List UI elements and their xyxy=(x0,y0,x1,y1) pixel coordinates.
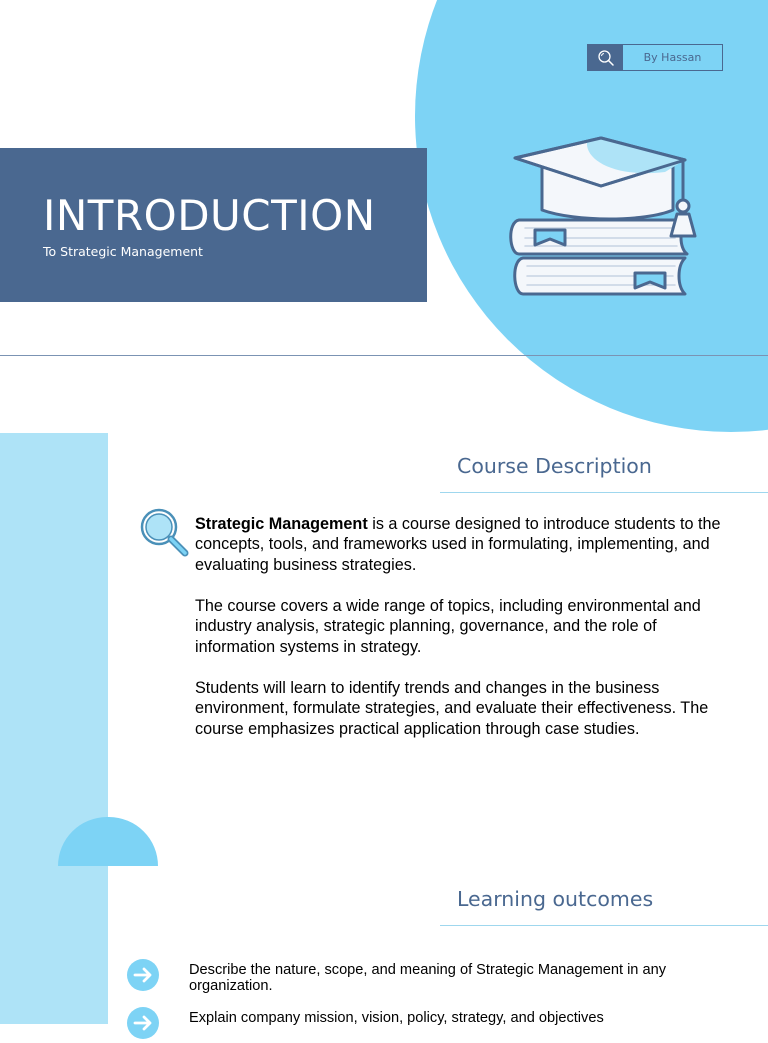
arrow-right-icon xyxy=(127,1007,159,1043)
course-name-bold: Strategic Management xyxy=(195,515,368,533)
author-badge xyxy=(587,44,723,71)
learning-outcomes-heading: Learning outcomes xyxy=(457,887,654,911)
description-paragraph-3: Students will learn to identify trends and changes in the business environment, formulate strategies, and evaluate their effectiveness. The course emphasizes practical application through case studies. xyxy=(195,679,709,738)
magnifier-icon xyxy=(138,507,192,563)
graduation-books-icon xyxy=(505,130,705,304)
search-icon xyxy=(588,45,623,70)
description-paragraph-1 xyxy=(195,514,725,575)
author-name: By Hassan xyxy=(643,51,702,64)
description-paragraph-2: The course covers a wide range of topics, including environmental and industry analysis, strategic planning, governance, and the role of information systems in strategy. xyxy=(195,597,701,656)
page-subtitle: To Strategic Management xyxy=(43,244,203,259)
arrow-right-icon xyxy=(127,959,159,995)
section-divider xyxy=(0,355,768,356)
outcome-item: Describe the nature, scope, and meaning of Strategic Management in any organization. xyxy=(189,962,667,994)
page-title: INTRODUCTION xyxy=(43,191,376,240)
heading-underline xyxy=(440,925,768,926)
left-accent-band xyxy=(0,433,108,1024)
outcome-item: Explain company mission, vision, policy, strategy, and objectives xyxy=(189,1010,604,1026)
description-paragraph-1-text: is a course designed to introduce students to the concepts, tools, and frameworks used in formulating, implementing, and evaluating business strategies. xyxy=(195,515,721,574)
heading-underline xyxy=(440,492,768,493)
course-description-heading: Course Description xyxy=(457,454,652,478)
